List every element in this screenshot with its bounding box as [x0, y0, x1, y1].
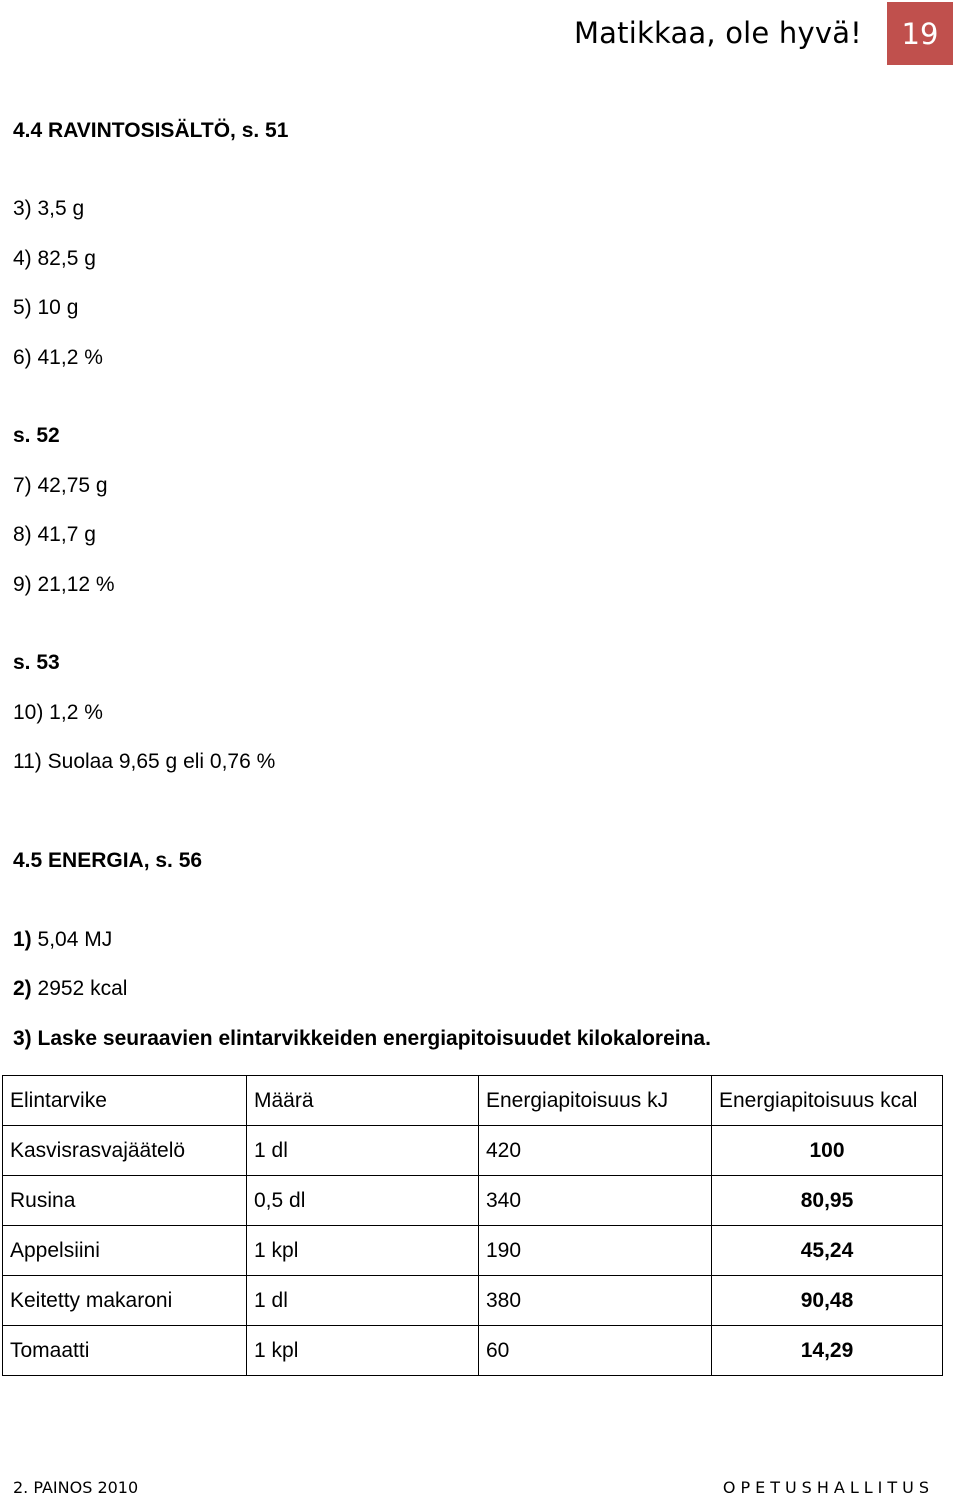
answer-9: 9) 21,12 %	[13, 573, 115, 596]
answer-6: 6) 41,2 %	[13, 346, 103, 369]
cell-energy-kj: 340	[479, 1176, 712, 1226]
answer-4: 4) 82,5 g	[13, 247, 96, 270]
cell-energy-kcal: 45,24	[712, 1226, 943, 1276]
energy-table	[2, 1075, 943, 1376]
cell-amount: 1 kpl	[247, 1226, 479, 1276]
page-52-label: s. 52	[13, 424, 60, 447]
cell-energy-kcal: 90,48	[712, 1276, 943, 1326]
answer-number: 1)	[13, 928, 32, 951]
cell-energy-kj: 60	[479, 1326, 712, 1376]
header-energy-kj: Energiapitoisuus kJ	[479, 1076, 712, 1126]
energy-answer-2	[13, 976, 127, 1002]
table-row	[3, 1176, 943, 1226]
page-number-badge: 19	[887, 2, 953, 65]
cell-amount: 1 dl	[247, 1276, 479, 1326]
cell-energy-kj: 190	[479, 1226, 712, 1276]
table-row	[3, 1126, 943, 1176]
page-53-label: s. 53	[13, 651, 60, 674]
section-45-heading: 4.5 ENERGIA, s. 56	[13, 849, 203, 872]
table-row	[3, 1276, 943, 1326]
answer-3: 3) 3,5 g	[13, 197, 85, 220]
cell-energy-kcal: 80,95	[712, 1176, 943, 1226]
energy-answer-1	[13, 927, 112, 953]
table-row	[3, 1326, 943, 1376]
cell-food: Kasvisrasvajäätelö	[3, 1126, 247, 1176]
header-energy-kcal: Energiapitoisuus kcal	[712, 1076, 943, 1126]
cell-amount: 1 kpl	[247, 1326, 479, 1376]
answer-8: 8) 41,7 g	[13, 523, 96, 546]
answer-7: 7) 42,75 g	[13, 474, 108, 497]
header-food: Elintarvike	[3, 1076, 247, 1126]
cell-food: Tomaatti	[3, 1326, 247, 1376]
answer-10: 10) 1,2 %	[13, 701, 103, 724]
cell-energy-kcal: 100	[712, 1126, 943, 1176]
cell-energy-kj: 380	[479, 1276, 712, 1326]
cell-amount: 1 dl	[247, 1126, 479, 1176]
header-amount: Määrä	[247, 1076, 479, 1126]
footer-edition: 2. PAINOS 2010	[13, 1478, 139, 1497]
section-44-heading: 4.4 RAVINTOSISÄLTÖ, s. 51	[13, 119, 289, 142]
footer-publisher: OPETUSHALLITUS	[722, 1478, 934, 1497]
cell-energy-kcal: 14,29	[712, 1326, 943, 1376]
answer-5: 5) 10 g	[13, 296, 79, 319]
table-row	[3, 1226, 943, 1276]
answer-value: 2952 kcal	[31, 977, 128, 1000]
task-3-instruction: 3) Laske seuraavien elintarvikkeiden energiapitoisuudet kilokaloreina.	[13, 1027, 711, 1050]
cell-food: Rusina	[3, 1176, 247, 1226]
table-header-row	[3, 1076, 943, 1126]
cell-food: Appelsiini	[3, 1226, 247, 1276]
cell-amount: 0,5 dl	[247, 1176, 479, 1226]
answer-number: 2)	[13, 977, 32, 1000]
header-title: Matikkaa, ole hyvä!	[573, 16, 862, 50]
cell-energy-kj: 420	[479, 1126, 712, 1176]
cell-food: Keitetty makaroni	[3, 1276, 247, 1326]
answer-value: 5,04 MJ	[31, 928, 113, 951]
answer-11: 11) Suolaa 9,65 g eli 0,76 %	[13, 750, 276, 773]
